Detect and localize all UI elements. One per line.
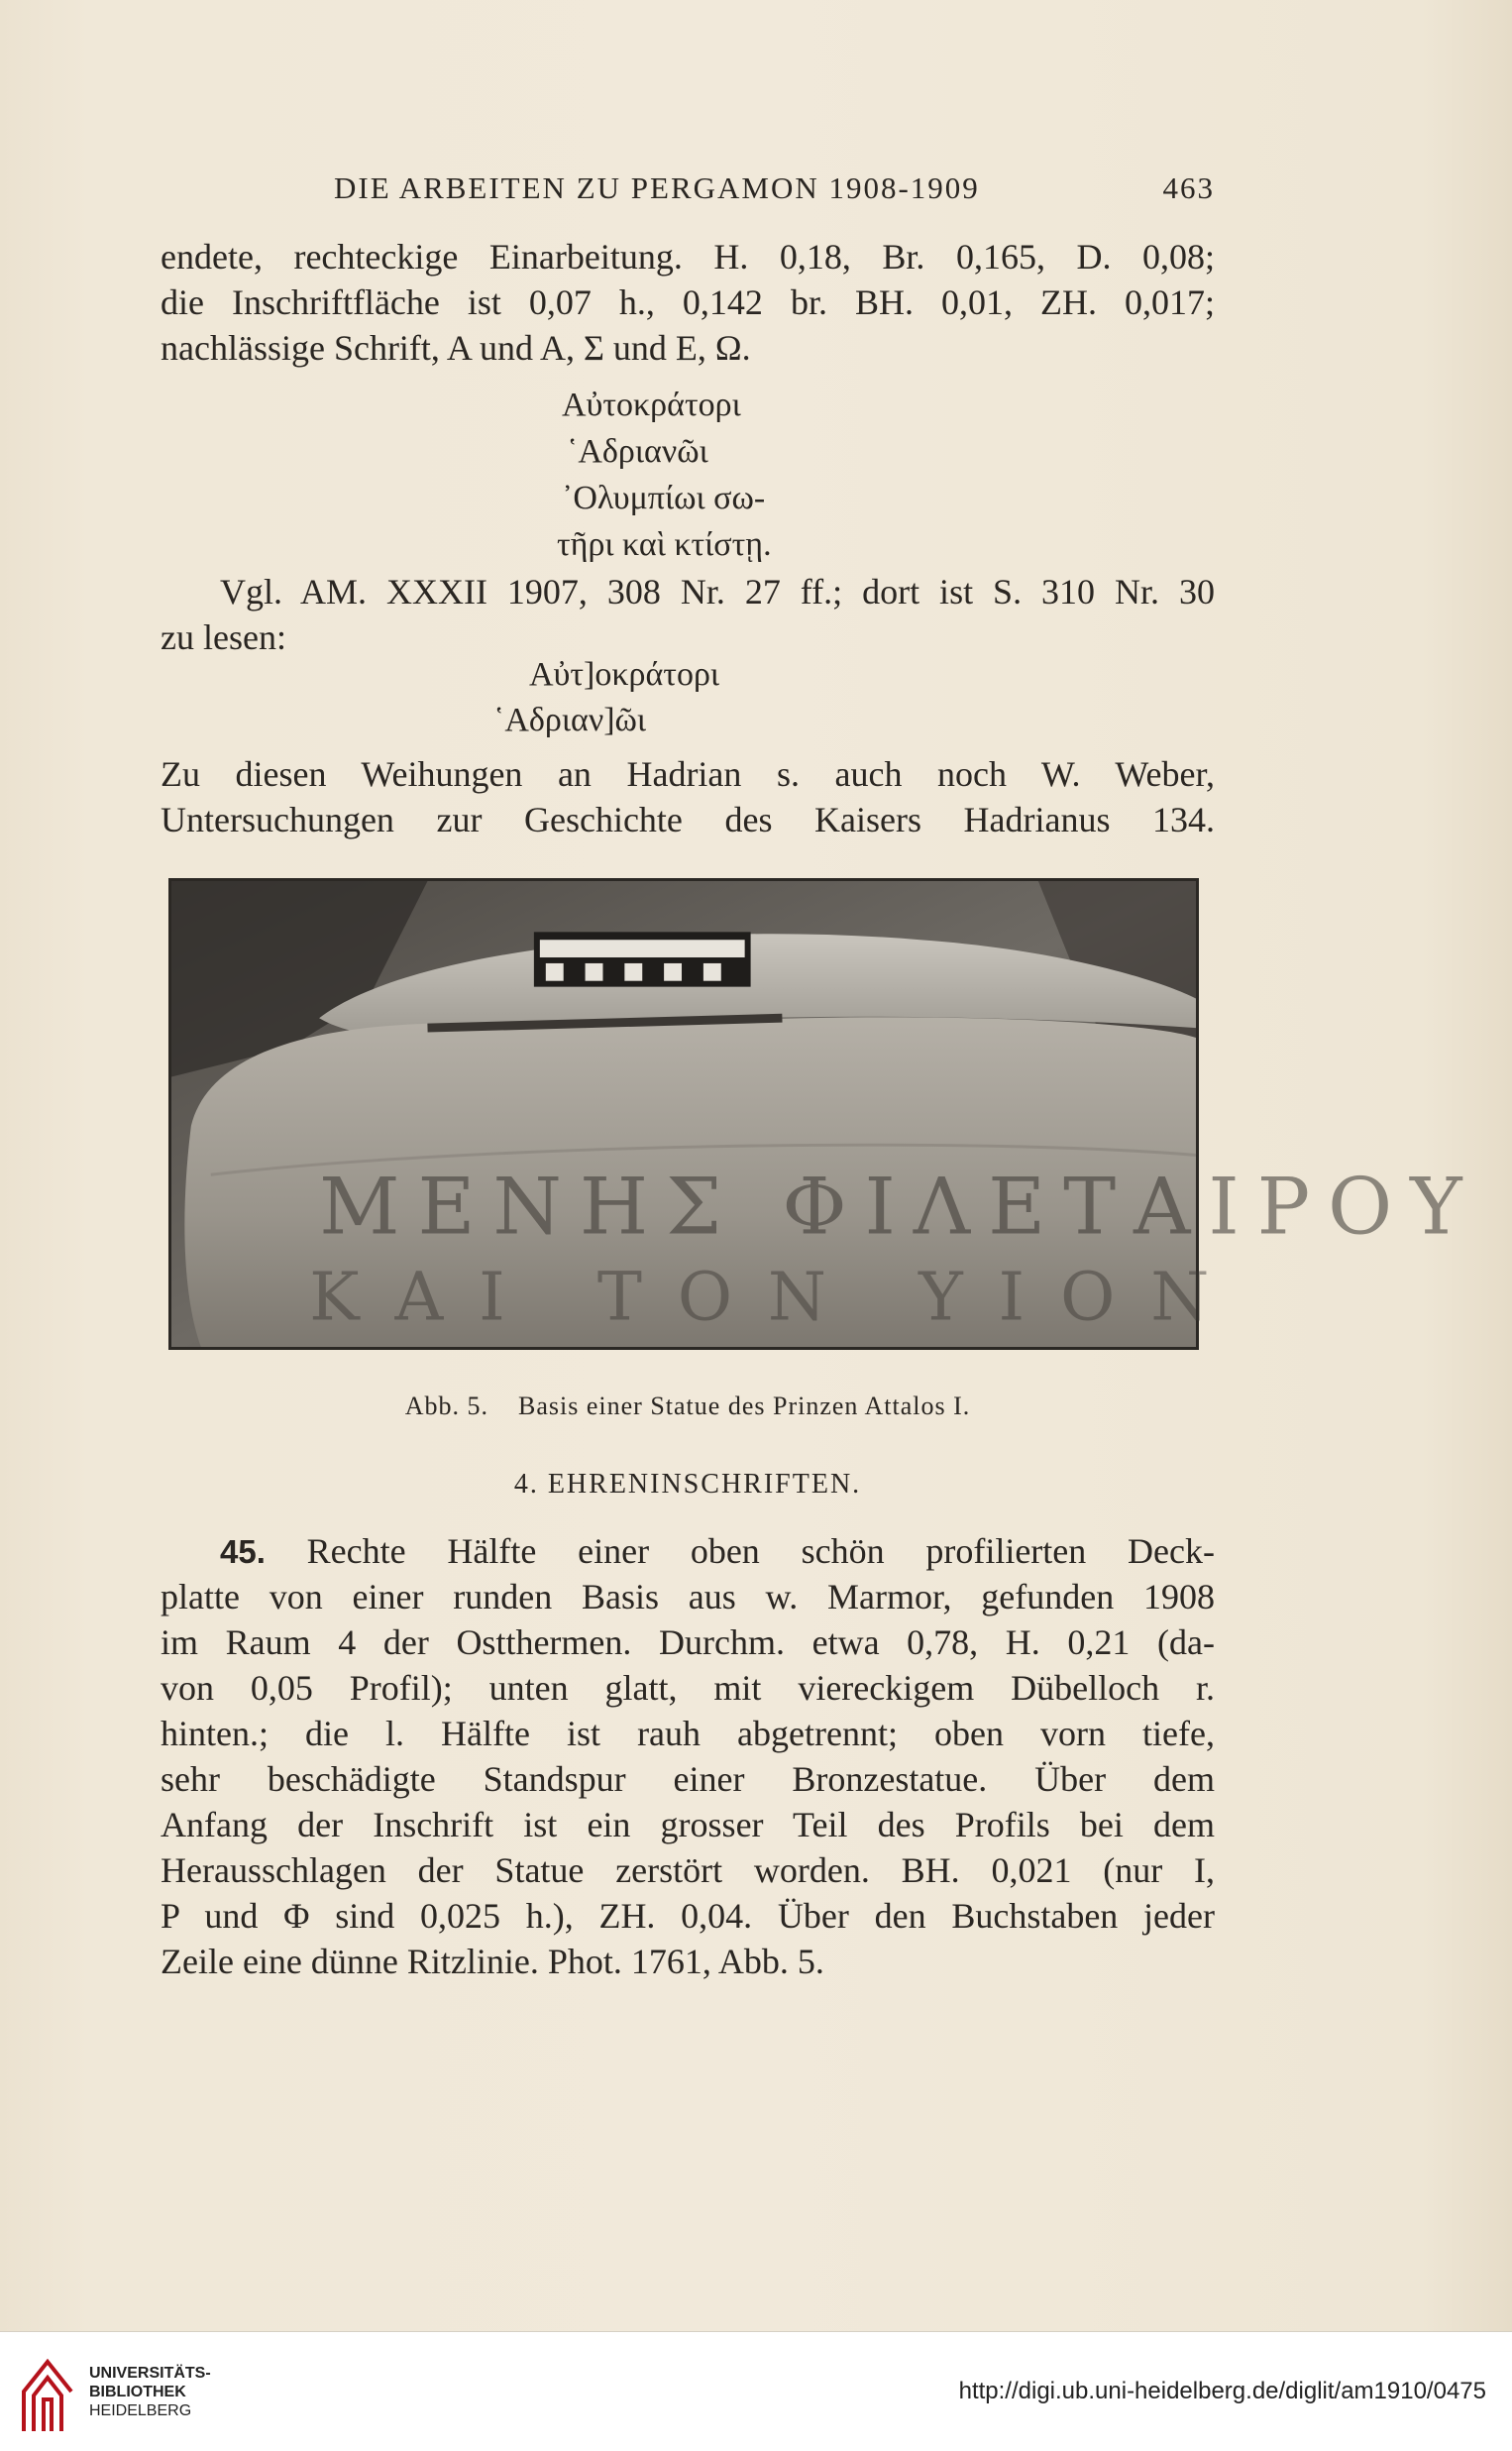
stone-inscription-line-2: ΚΑΙ ΤΟΝ ΥΙΟΝ — [309, 1257, 1245, 1336]
text-line: Herausschlagen der Statue zerstört worden. BH. 0,021 (nur I, — [161, 1850, 1215, 1890]
text-line: von 0,05 Profil); unten glatt, mit viereckigem Dübelloch r. — [161, 1668, 1215, 1708]
entry-first-line: Rechte Hälfte einer oben schön profilierten Deck- — [306, 1531, 1216, 1571]
text-line: nachlässige Schrift, A und A, Σ und Ε, Ω. — [161, 328, 751, 368]
text-line: platte von einer runden Basis aus w. Marmor, gefunden 1908 — [161, 1577, 1215, 1616]
entry-number: 45. — [220, 1533, 266, 1570]
text-line: Anfang der Inschrift ist ein grosser Teil des Profils bei dem — [161, 1805, 1215, 1844]
library-name: UNIVERSITÄTS- BIBLIOTHEK HEIDELBERG — [89, 2365, 211, 2419]
text-line: P und Φ sind 0,025 h.), ZH. 0,04. Über den Buchstaben jeder — [161, 1896, 1215, 1936]
text-line: Zu diesen Weihungen an Hadrian s. auch noch W. Weber, — [161, 754, 1215, 794]
text-line: hinten.; die l. Hälfte ist rauh abgetrennt; oben vorn tiefe, — [161, 1714, 1215, 1753]
inscription-line: Αὐτοκράτορι — [562, 387, 741, 423]
section-heading: 4. EHRENINSCHRIFTEN. — [513, 1469, 862, 1500]
page-number: 463 — [1162, 170, 1215, 205]
inscription-line: ᾿Ολυμπίωι σω- — [562, 480, 766, 516]
running-title: DIE ARBEITEN ZU PERGAMON 1908-1909 — [334, 170, 980, 205]
text-line: sehr beschädigte Standspur einer Bronzestatue. Über dem — [161, 1759, 1215, 1799]
text-line: zu lesen: — [161, 617, 286, 657]
caption-text: Basis einer Statue des Prinzen Attalos I. — [518, 1392, 971, 1420]
inscription-line: ῾Αδριαν]ῶι — [493, 702, 647, 738]
source-url-link[interactable]: http://digi.ub.uni-heidelberg.de/diglit/am1910/0475 — [958, 2378, 1486, 2404]
text-line: Vgl. AM. XXXII 1907, 308 Nr. 27 ff.; dort ist S. 310 Nr. 30 — [220, 572, 1215, 612]
statue-base-photo — [171, 881, 1480, 1347]
text-line: die Inschriftfläche ist 0,07 h., 0,142 br. BH. 0,01, ZH. 0,017; — [161, 282, 1215, 322]
text-line: im Raum 4 der Ostthermen. Durchm. etwa 0,78, H. 0,21 (da- — [161, 1622, 1215, 1662]
inscription-line: τῆρι καὶ κτίστῃ. — [557, 526, 772, 563]
text-line — [220, 1528, 1215, 1575]
caption-label: Abb. 5. — [404, 1392, 489, 1420]
running-head — [161, 170, 1215, 214]
text-line: Zeile eine dünne Ritzlinie. Phot. 1761, Abb. 5. — [161, 1942, 824, 1981]
library-logo-icon — [18, 2352, 77, 2435]
text-line: endete, rechteckige Einarbeitung. H. 0,18, Br. 0,165, D. 0,08; — [161, 237, 1215, 277]
text-line: Untersuchungen zur Geschichte des Kaisers Hadrianus 134. — [161, 800, 1215, 839]
inscription-line: ῾Αδριανῶι — [567, 433, 708, 470]
library-footer — [0, 2331, 1512, 2451]
scale-bar-light — [540, 940, 745, 957]
stone-inscription-line-1: ΜΕΝΗΣ ΦΙΛΕΤΑΙΡΟΥ — [319, 1160, 1480, 1253]
figure-photo — [168, 878, 1480, 1350]
inscription-line: Αὐτ]οκράτορι — [529, 656, 720, 693]
figure-caption — [161, 1392, 1215, 1421]
